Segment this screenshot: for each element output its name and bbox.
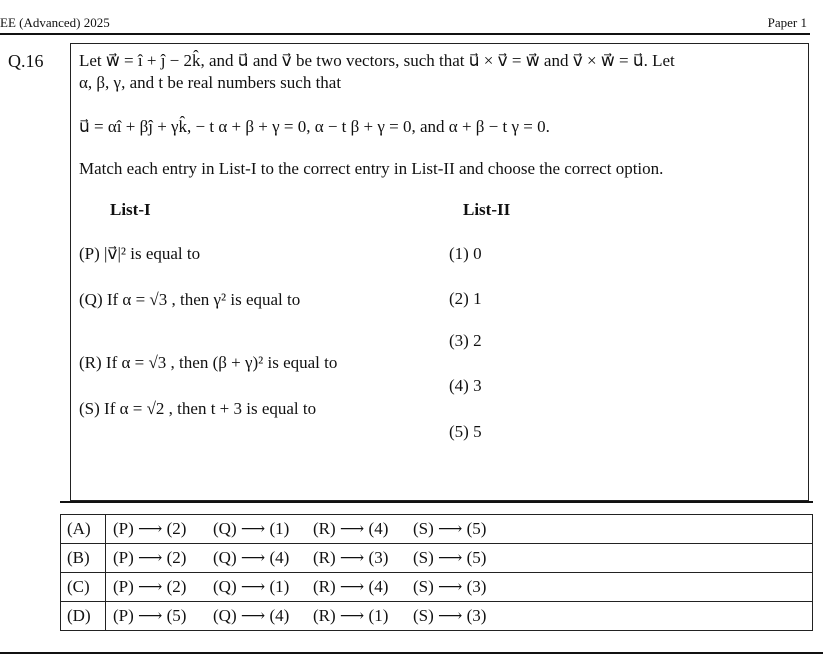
list1-item-r: (R) If α = √3 , then (β + γ)² is equal to bbox=[79, 353, 338, 372]
question-box bbox=[70, 43, 809, 501]
option-row-c[interactable] bbox=[61, 573, 813, 602]
option-pairs: (P) ⟶ (2) (Q) ⟶ (4) (R) ⟶ (3) (S) ⟶ (5) bbox=[106, 544, 813, 573]
list2-item-1: (1) 0 bbox=[449, 244, 482, 263]
question-instruction: Match each entry in List-I to the correct entry in List-II and choose the correct option. bbox=[79, 159, 664, 178]
options-table bbox=[60, 514, 813, 631]
option-row-a[interactable] bbox=[61, 515, 813, 544]
question-equation: u⃗ = αî + βĵ + γk̂, − t α + β + γ = 0, α − t β + γ = 0, and α + β − t γ = 0. bbox=[79, 117, 550, 136]
list2-item-5: (5) 5 bbox=[449, 422, 482, 441]
option-pairs: (P) ⟶ (2) (Q) ⟶ (1) (R) ⟶ (4) (S) ⟶ (3) bbox=[106, 573, 813, 602]
question-stem-line2: α, β, γ, and t be real numbers such that bbox=[79, 73, 342, 92]
option-pairs: (P) ⟶ (2) (Q) ⟶ (1) (R) ⟶ (4) (S) ⟶ (5) bbox=[106, 515, 813, 544]
option-label: (D) bbox=[61, 602, 106, 631]
list2-item-3: (3) 2 bbox=[449, 331, 482, 350]
list1-item-q: (Q) If α = √3 , then γ² is equal to bbox=[79, 290, 301, 309]
option-row-d[interactable] bbox=[61, 602, 813, 631]
option-pairs: (P) ⟶ (5) (Q) ⟶ (4) (R) ⟶ (1) (S) ⟶ (3) bbox=[106, 602, 813, 631]
section-rule bbox=[60, 501, 813, 503]
option-label: (A) bbox=[61, 515, 106, 544]
list1-heading: List-I bbox=[110, 200, 151, 219]
option-row-b[interactable] bbox=[61, 544, 813, 573]
option-label: (B) bbox=[61, 544, 106, 573]
exam-title: EE (Advanced) 2025 bbox=[0, 15, 110, 30]
list2-item-4: (4) 3 bbox=[449, 376, 482, 395]
list1-item-s: (S) If α = √2 , then t + 3 is equal to bbox=[79, 399, 317, 418]
option-label: (C) bbox=[61, 573, 106, 602]
footer-rule bbox=[0, 652, 823, 654]
header-rule bbox=[0, 33, 810, 35]
list2-item-2: (2) 1 bbox=[449, 289, 482, 308]
question-number: Q.16 bbox=[8, 51, 44, 71]
question-stem-line1: Let w⃗ = î + ĵ − 2k̂, and u⃗ and v⃗ be two vectors, such that u⃗ × v⃗ = w⃗ and v⃗ × w⃗ = u⃗. Let bbox=[79, 51, 675, 70]
list2-heading: List-II bbox=[463, 200, 511, 219]
paper-label: Paper 1 bbox=[767, 15, 807, 30]
list1-item-p: (P) |v⃗|² is equal to bbox=[79, 244, 201, 263]
